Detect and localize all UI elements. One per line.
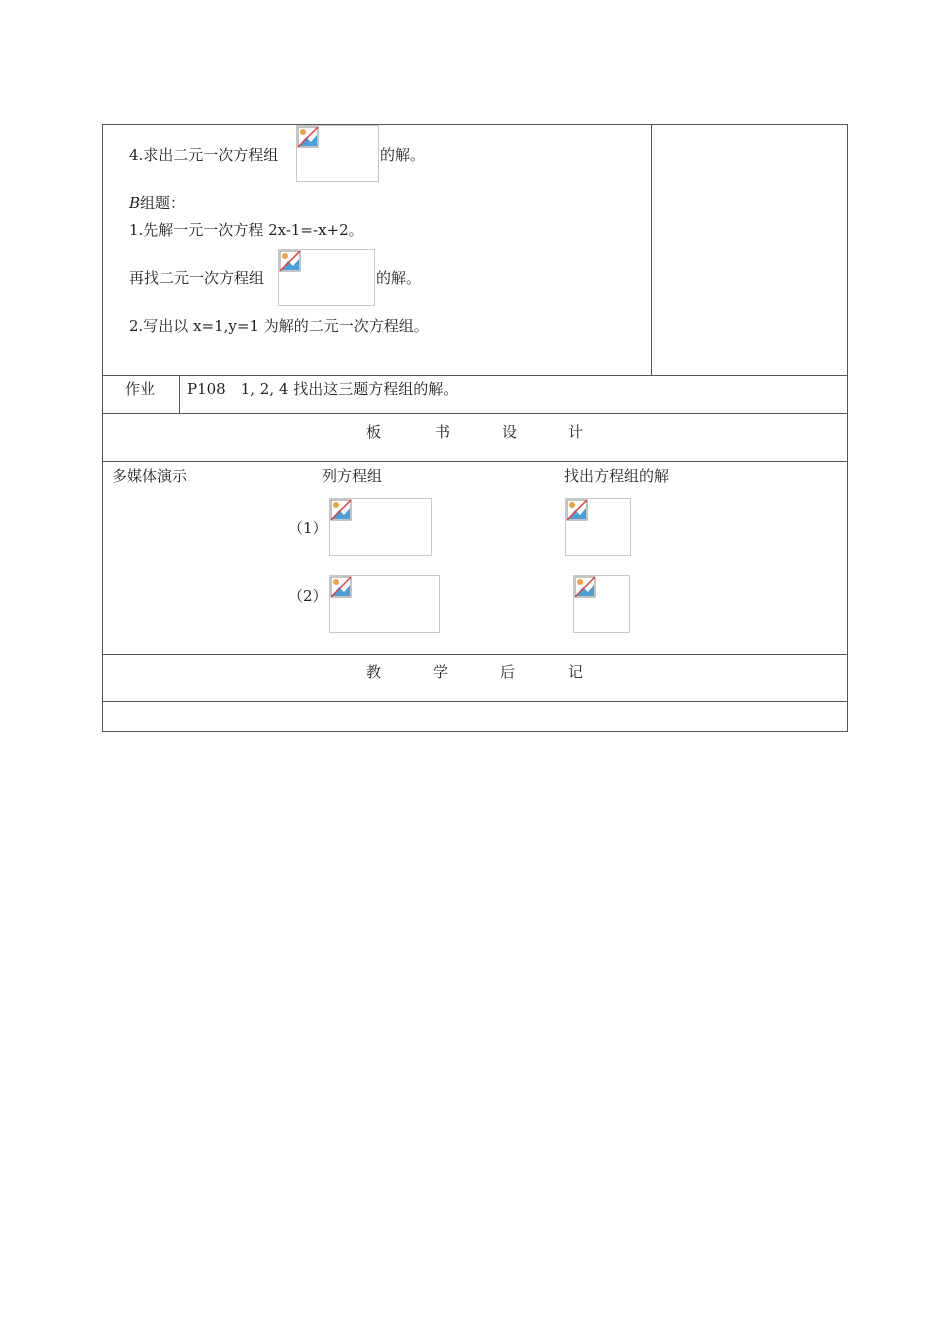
row-divider-homework [102, 375, 848, 376]
equation-image-b1 [278, 249, 375, 306]
notes-title-char-3: 后 [500, 663, 516, 681]
content-side-column-divider [651, 124, 652, 376]
solution-image-row2 [573, 575, 630, 633]
teaching-notes-title [102, 655, 848, 701]
homework-label: 作业 [125, 380, 156, 398]
table-top-border [102, 124, 848, 125]
column-header-solutions: 找出方程组的解 [564, 467, 670, 485]
row-divider-notes-body [102, 701, 848, 702]
board-title-char-2: 书 [435, 423, 451, 441]
broken-image-icon [330, 576, 352, 598]
notes-title-char-4: 记 [568, 663, 584, 681]
multimedia-label: 多媒体演示 [112, 467, 188, 485]
broken-image-icon [566, 499, 588, 521]
group-b-letter: B [129, 194, 141, 212]
notes-title-char-2: 学 [433, 663, 449, 681]
homework-text: P108 1, 2, 4 找出这三题方程组的解。 [187, 380, 459, 398]
board-title-char-3: 设 [502, 423, 518, 441]
table-bottom-border [102, 731, 848, 732]
board-title-char-4: 计 [568, 423, 584, 441]
group-b-question-2: 2.写出以 x=1,y=1 为解的二元一次方程组。 [129, 317, 429, 335]
notes-title-char-1: 教 [366, 663, 382, 681]
solution-image-row1 [565, 498, 631, 556]
broken-image-icon [574, 576, 596, 598]
row-label-1: （1） [288, 519, 328, 537]
group-b-question-1: 1.先解一元一次方程 2x-1=-x+2。 [129, 221, 364, 239]
group-b-rest: 组题： [140, 194, 186, 212]
group-b-heading [129, 193, 185, 213]
equation-image-q4 [296, 125, 379, 182]
broken-image-icon [297, 126, 319, 148]
b1-then-prefix: 再找二元一次方程组 [129, 269, 265, 287]
board-design-title [102, 414, 848, 461]
q4-prefix: 4.求出二元一次方程组 [129, 146, 279, 164]
equation-image-row1 [329, 498, 432, 556]
board-title-char-1: 板 [366, 423, 382, 441]
broken-image-icon [279, 250, 301, 272]
row-label-2: （2） [288, 587, 328, 605]
equation-image-row2 [329, 575, 440, 633]
broken-image-icon [330, 499, 352, 521]
column-header-equations: 列方程组 [322, 467, 383, 485]
b1-then-suffix: 的解。 [376, 269, 422, 287]
homework-label-divider [179, 375, 180, 414]
q4-suffix: 的解。 [380, 146, 426, 164]
row-divider-board-content [102, 461, 848, 462]
